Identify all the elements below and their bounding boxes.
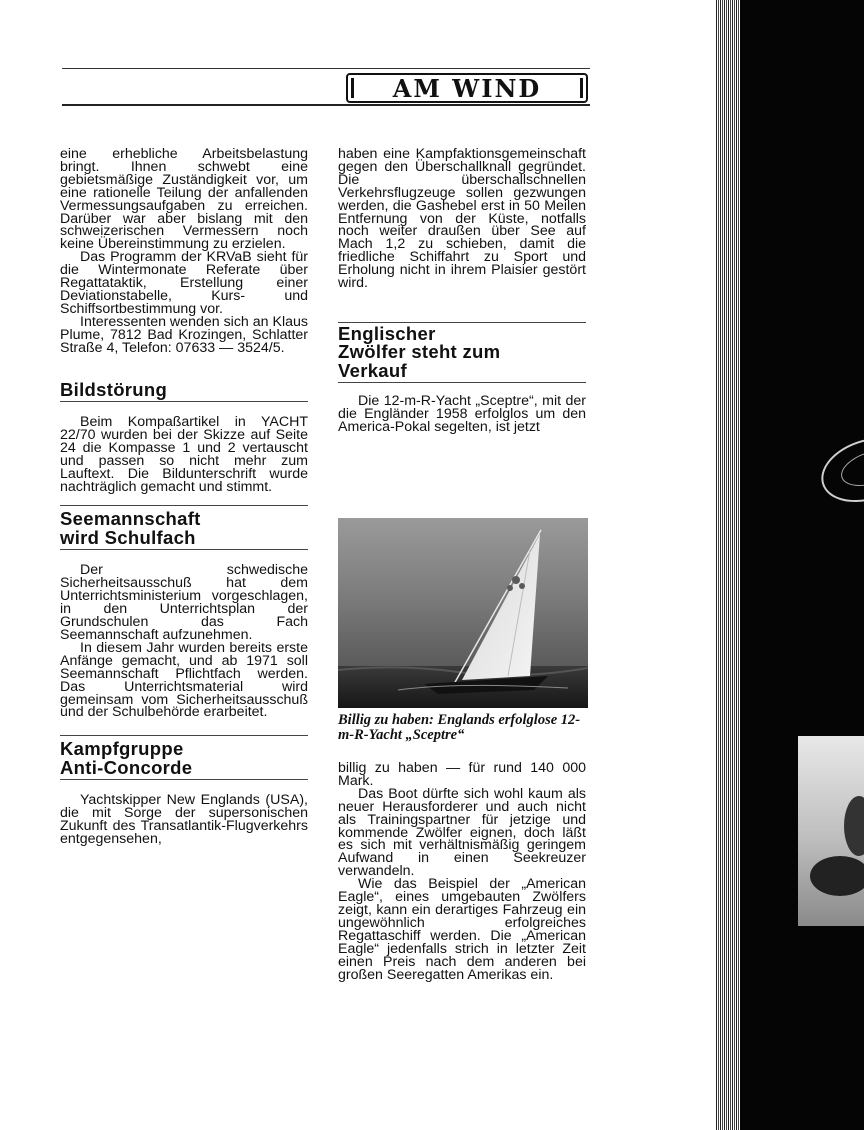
photo-caption: Billig zu haben: Englands erfolglose 12-m-R-Yacht „Sceptre“	[338, 712, 581, 743]
left-column	[60, 148, 308, 846]
yacht-photo	[338, 518, 588, 708]
right-column	[338, 148, 586, 434]
body-paragraph: haben eine Kampfaktionsgemeinschaft gegen den Überschallknall gegründet. Die überschallschnellen Verkehrsflugzeuge sollen gezwungen werden, die Gashebel erst in 50 Meilen Entfernung von der Küste, notfalls noch weiter draußen über See auf Mach 1,2 zu schieben, damit die friedliche Schiffahrt zu Sport und Erholung nicht in ihrem Plaisier gestört wird.	[338, 146, 586, 292]
headline-line: Zwölfer steht zum	[338, 341, 501, 363]
article-headline: Bildstörung	[60, 378, 168, 400]
body-paragraph: Wie das Beispiel der „American Eagle“, eines umgebauten Zwölfers zeigt, kann ein derartiges Fahrzeug ein ungewöhnlich erfolgreiches Regattaschiff werden. Die „American Eagle“ jedenfalls strich in letzter Zeit einen Preis nach dem anderen bei großen Seeregatten Amerikas ein.	[338, 876, 586, 983]
sailboat-illustration	[338, 518, 588, 708]
article-headline	[60, 510, 308, 547]
headline-line: Kampfgruppe	[60, 738, 184, 760]
body-paragraph: Das Programm der KRVaB sieht für die Wintermonate Referate über Regattataktik, Erstellung einer Deviationstabelle, Kurs- und Schiffsortbestimmung vor.	[60, 249, 308, 317]
body-paragraph: Die 12-m-R-Yacht „Sceptre“, mit der die Engländer 1958 erfolglos um den America-Pokal segelten, ist jetzt	[338, 393, 586, 436]
body-paragraph: Interessenten wenden sich an Klaus Plume, 7812 Bad Krozingen, Schlatter Straße 4, Telefon: 07633 — 3524/5.	[60, 313, 308, 356]
header-top-rule	[62, 68, 590, 69]
body-paragraph: Yachtskipper New Englands (USA), die mit Sorge der supersonischen Zukunft des Transatlantik-Flugverkehrs entgegensehen,	[60, 792, 308, 848]
headline-line: wird Schulfach	[60, 526, 196, 548]
headline-line: Verkauf	[338, 359, 407, 381]
body-paragraph: eine erhebliche Arbeitsbelastung bringt. Ihnen schwebt eine gebietsmäßige Zuständigkeit vor, um eine rationelle Teilung der anfallenden Vermessungsaufgaben zu erreichen. Darüber war aber bislang mit den schweizerischen Vermessern noch keine Übereinstimmung zu erzielen.	[60, 146, 308, 253]
body-paragraph: Der schwedische Sicherheitsausschuß hat dem Unterrichtsministerium vorgeschlagen, in den Unterrichtsplan der Grundschulen das Fach Seemannschaft aufzunehmen.	[60, 562, 308, 643]
body-paragraph: billig zu haben — für rund 140 000 Mark.	[338, 760, 586, 789]
article-headline	[60, 740, 308, 777]
headline-line: Englischer	[338, 322, 436, 344]
right-column-continued	[338, 762, 586, 981]
header-bottom-rule	[62, 104, 590, 106]
headline-line: Anti-Concorde	[60, 756, 193, 778]
body-paragraph: Beim Kompaßartikel in YACHT 22/70 wurden bei der Skizze auf Seite 24 die Kompasse 1 und 2 vertauscht und passen so nicht mehr zum Lauftext. Die Bildunterschrift wurde nachträglich gemacht und stimmt.	[60, 414, 308, 495]
facing-page	[740, 0, 864, 1130]
section-title: AM WIND	[392, 73, 542, 103]
binding-edge	[716, 0, 740, 1130]
section-header-badge	[346, 73, 588, 103]
body-paragraph: In diesem Jahr wurden bereits erste Anfänge gemacht, und ab 1971 soll Seemannschaft Pflichtfach werden. Das Unterrichtsmaterial wird gemeinsam vom Sicherheitsausschuß und der Schulbehörde erarbeitet.	[60, 639, 308, 721]
headline-line: Seemannschaft	[60, 508, 201, 530]
facing-page-photo	[798, 736, 864, 926]
body-paragraph: Das Boot dürfte sich wohl kaum als neuer Herausforderer und auch nicht als Trainingspartner für jetzige und kommende Zwölfer eignen, doch läßt es sich mit verhältnismäßig geringem Aufwand in einen Seekreuzer verwandeln.	[338, 785, 586, 880]
article-headline	[338, 322, 586, 381]
